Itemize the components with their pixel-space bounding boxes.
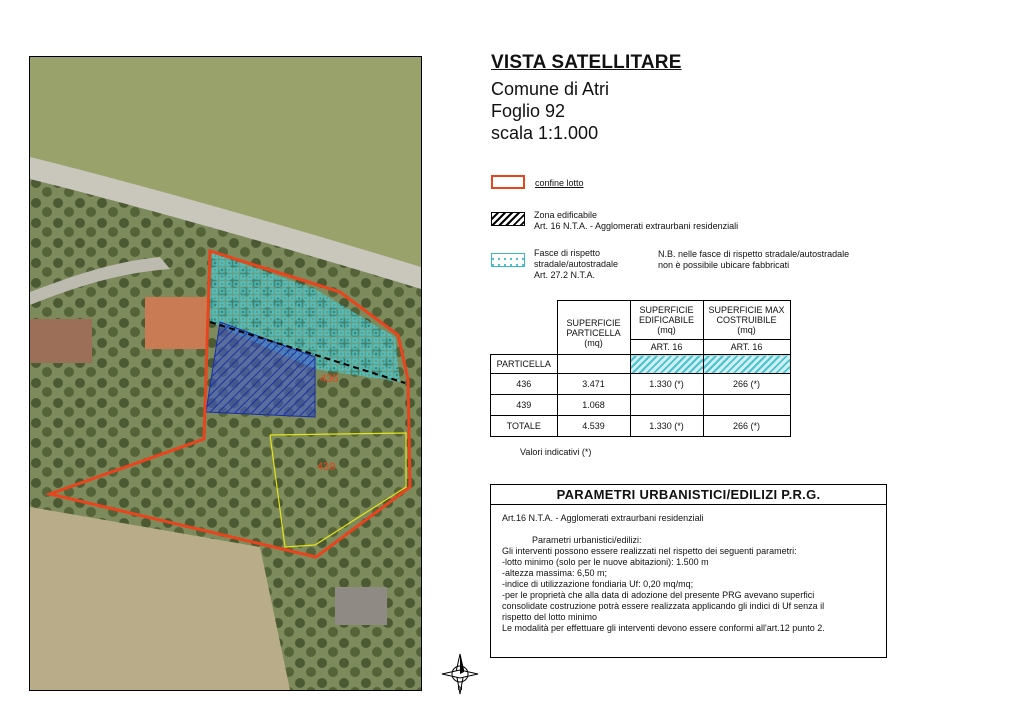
legend-buffer-line3: Art. 27.2 N.T.A. bbox=[534, 270, 596, 280]
params-art-line: Art.16 N.T.A. - Agglomerati extraurbani residenziali bbox=[502, 513, 704, 523]
header-particella: PARTICELLA bbox=[491, 355, 558, 374]
sub-art-costruibile: ART. 16 bbox=[703, 340, 790, 355]
parcel-label-439: 439 bbox=[317, 461, 336, 473]
params-body bbox=[491, 505, 886, 634]
compass-rose bbox=[440, 652, 480, 701]
row-totale-superficie: 4.539 bbox=[557, 416, 630, 437]
legend-nb-line2: non è possibile ubicare fabbricati bbox=[658, 260, 790, 270]
note-valori-indicativi: Valori indicativi (*) bbox=[520, 447, 592, 457]
blank-cell bbox=[557, 355, 630, 374]
legend-zone-line1: Zona edificabile bbox=[534, 210, 598, 220]
legend-nb-note bbox=[658, 249, 849, 271]
params-line: -altezza massima: 6,50 m; bbox=[502, 568, 608, 578]
row-436-edificabile: 1.330 (*) bbox=[630, 374, 703, 395]
params-line: Gli interventi possono essere realizzati nel rispetto dei seguenti parametri: bbox=[502, 546, 797, 556]
row-439-particella: 439 bbox=[491, 395, 558, 416]
buffer-hatch-cell bbox=[703, 355, 790, 374]
params-line: -indice di utilizzazione fondiaria Uf: 0,20 mq/mq; bbox=[502, 579, 694, 589]
foglio-label: Foglio 92 bbox=[491, 101, 566, 121]
table-corner bbox=[491, 301, 558, 355]
row-totale-particella: TOTALE bbox=[491, 416, 558, 437]
title-block bbox=[491, 52, 682, 144]
row-439-costruibile bbox=[703, 395, 790, 416]
legend-zone-line2: Art. 16 N.T.A. - Agglomerati extraurbani residenziali bbox=[534, 221, 739, 231]
legend-lot-label: confine lotto bbox=[535, 178, 584, 188]
row-436-costruibile: 266 (*) bbox=[703, 374, 790, 395]
legend-buffer-line1: Fasce di rispetto bbox=[534, 248, 601, 258]
spacer bbox=[502, 524, 876, 535]
buffer-swatch bbox=[491, 253, 525, 267]
header-edificabile: SUPERFICIE EDIFICABILE (mq) bbox=[630, 301, 703, 340]
params-line: consolidate costruzione potrà essere realizzata applicando gli indici di Uf senza il bbox=[502, 601, 825, 611]
params-subtitle: Parametri urbanistici/edilizi: bbox=[532, 535, 642, 545]
row-439-edificabile bbox=[630, 395, 703, 416]
legend-buffer-line2: stradale/autostradale bbox=[534, 259, 619, 269]
satellite-map bbox=[29, 56, 422, 691]
row-439-superficie: 1.068 bbox=[557, 395, 630, 416]
map-canvas bbox=[30, 57, 421, 690]
scala-label: scala 1:1.000 bbox=[491, 123, 599, 143]
header-costruibile: SUPERFICIE MAX COSTRUIBILE (mq) bbox=[703, 301, 790, 340]
building-roof bbox=[145, 297, 207, 349]
params-line: -per le proprietà che alla data di adozione del presente PRG avevano superfici bbox=[502, 590, 815, 600]
lot-swatch bbox=[491, 175, 525, 189]
zone-swatch bbox=[491, 212, 525, 226]
legend-zone bbox=[534, 210, 738, 232]
sub-art-edificabile: ART. 16 bbox=[630, 340, 703, 355]
building-left bbox=[30, 319, 92, 363]
params-title: PARAMETRI URBANISTICI/EDILIZI P.R.G. bbox=[491, 485, 886, 505]
compass-icon bbox=[440, 652, 480, 696]
row-totale-costruibile: 266 (*) bbox=[703, 416, 790, 437]
params-line: rispetto del lotto minimo bbox=[502, 612, 598, 622]
surface-table bbox=[490, 300, 791, 437]
header-superficie: SUPERFICIE PARTICELLA (mq) bbox=[557, 301, 630, 355]
row-436-particella: 436 bbox=[491, 374, 558, 395]
buffer-hatch-cell bbox=[630, 355, 703, 374]
legend-nb-line1: N.B. nelle fasce di rispetto stradale/autostradale bbox=[658, 249, 850, 259]
params-line: -lotto minimo (solo per le nuove abitazioni): 1.500 m bbox=[502, 557, 709, 567]
row-436-superficie: 3.471 bbox=[557, 374, 630, 395]
building-bottom bbox=[335, 587, 387, 625]
parcel-label-436: 436 bbox=[320, 373, 339, 385]
params-line: Le modalità per effettuare gli interventi devono essere conformi all'art.12 punto 2. bbox=[502, 623, 825, 633]
comune-label: Comune di Atri bbox=[491, 79, 610, 99]
page-title: VISTA SATELLITARE bbox=[491, 52, 682, 73]
compass-north-label: N bbox=[457, 685, 463, 692]
row-totale-edificabile: 1.330 (*) bbox=[630, 416, 703, 437]
params-box bbox=[490, 484, 887, 658]
legend-buffer bbox=[534, 248, 618, 281]
